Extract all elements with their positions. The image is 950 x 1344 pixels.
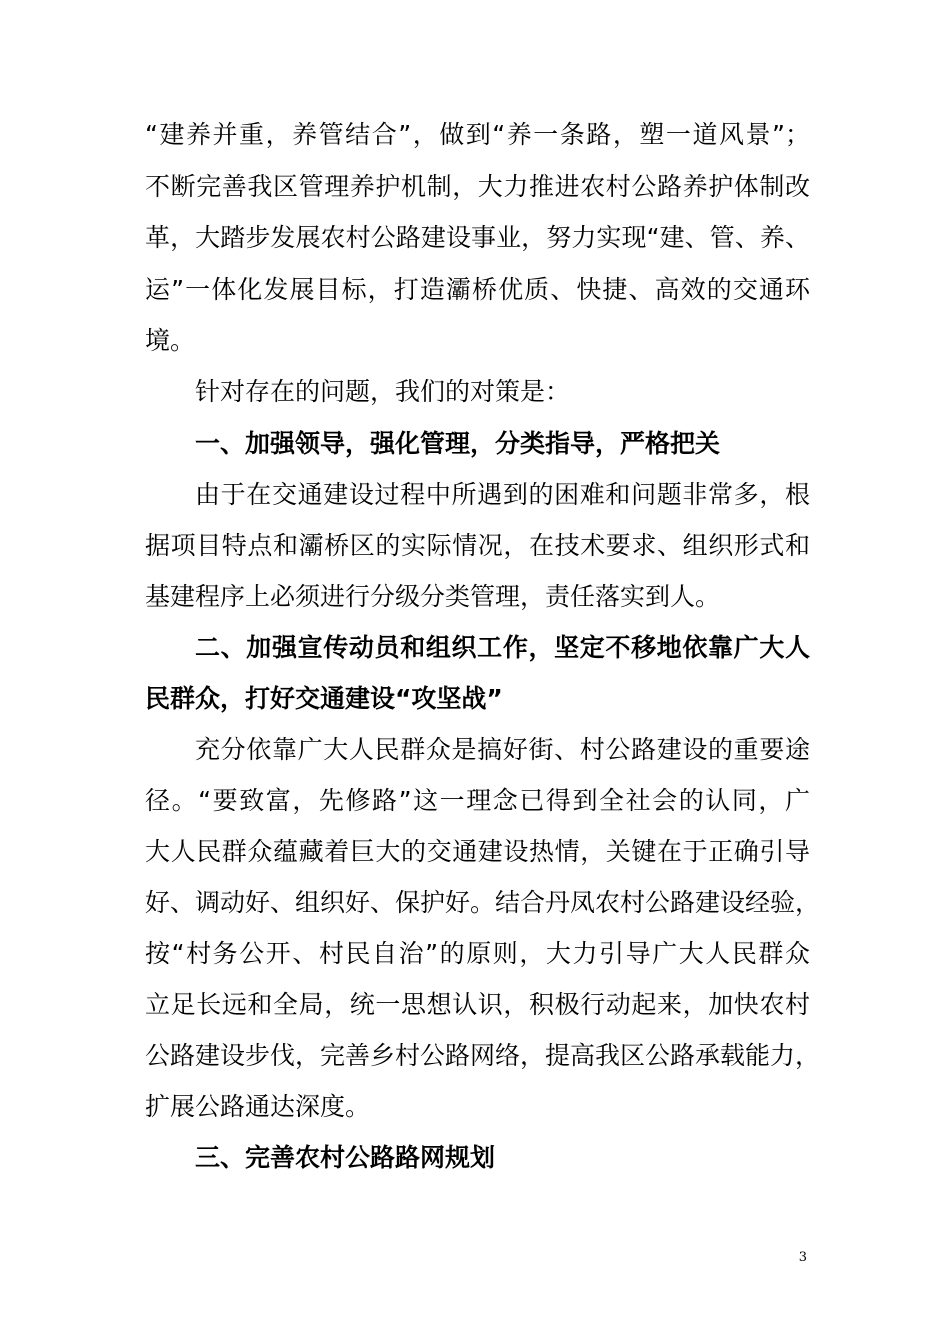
paragraph-line: 不断完善我区管理养护机制，大力推进农村公路养护体制改	[145, 172, 810, 201]
section-heading-3: 三、完善农村公路路网规划	[195, 1143, 496, 1172]
section-heading-1: 一、加强领导，强化管理，分类指导，严格把关	[195, 429, 721, 458]
paragraph-line: “建养并重，养管结合”，做到“养一条路，塑一道风景”；	[145, 120, 810, 149]
paragraph-line: 充分依靠广大人民群众是搞好街、村公路建设的重要途	[195, 735, 810, 764]
paragraph-line: 扩展公路通达深度。	[145, 1092, 371, 1121]
section-heading-2-continued: 民群众，打好交通建设“攻坚战”	[145, 684, 503, 713]
paragraph-line: 基建程序上必须进行分级分类管理，责任落实到人。	[145, 582, 721, 611]
paragraph-line: 立足长远和全局，统一思想认识，积极行动起来，加快农村	[145, 990, 810, 1019]
paragraph-line: 好、调动好、组织好、保护好。结合丹凤农村公路建设经验，	[145, 888, 821, 917]
page-number: 3	[798, 1250, 807, 1265]
paragraph-line: 由于在交通建设过程中所遇到的困难和问题非常多，根	[195, 480, 810, 509]
paragraph-line: 境。	[145, 326, 196, 355]
paragraph-line: 公路建设步伐，完善乡村公路网络，提高我区公路承载能力，	[145, 1041, 821, 1070]
paragraph-line: 针对存在的问题，我们的对策是：	[195, 377, 571, 406]
paragraph-line: 革，大踏步发展农村公路建设事业，努力实现“建、管、养、	[145, 223, 810, 252]
paragraph-line: 大人民群众蕴藏着巨大的交通建设热情，关键在于正确引导	[145, 837, 810, 866]
paragraph-line: 径。“要致富，先修路”这一理念已得到全社会的认同，广	[145, 786, 810, 815]
paragraph-line: 运”一体化发展目标，打造灞桥优质、快捷、高效的交通环	[145, 275, 810, 304]
paragraph-line: 据项目特点和灞桥区的实际情况，在技术要求、组织形式和	[145, 531, 810, 560]
section-heading-2: 二、加强宣传动员和组织工作，坚定不移地依靠广大人	[195, 633, 810, 662]
paragraph-line: 按“村务公开、村民自治”的原则，大力引导广大人民群众	[145, 939, 810, 968]
